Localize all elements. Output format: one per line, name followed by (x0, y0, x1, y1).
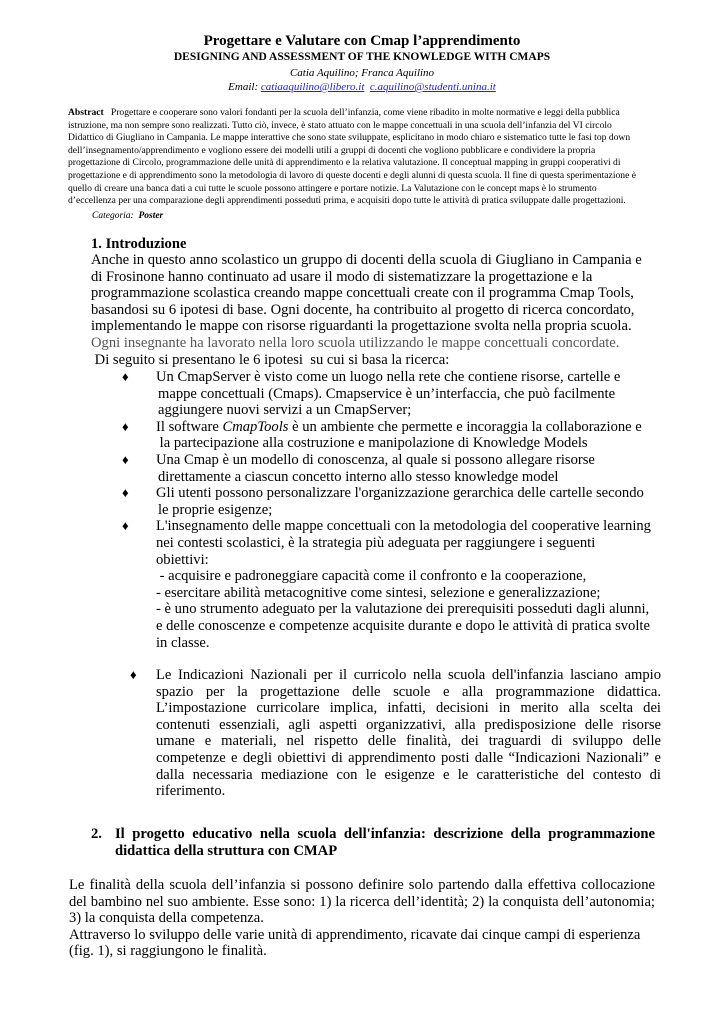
abstract-line: dell’insegnamento/apprendimento e vogliono essere dei modelli utili a gruppi di docenti che vogliono pubblicare e condividere la propria (68, 144, 596, 156)
list-spacer (91, 651, 661, 667)
diamond-bullet-icon: ♦ (122, 418, 129, 434)
paragraph-line: (fig. 1), si raggiungono le finalità. (69, 943, 267, 960)
diamond-bullet-icon: ♦ (130, 667, 137, 683)
paragraph-line: Anche in questo anno scolastico un gruppo di docenti della scuola di Giugliano in Campania e (91, 252, 642, 268)
category (92, 211, 163, 221)
paper-title: Progettare e Valutare con Cmap l’apprendimento (203, 33, 521, 49)
author-emails (0, 81, 724, 94)
paper-subtitle: DESIGNING AND ASSESSMENT OF THE KNOWLEDGE WITH CMAPS (173, 51, 551, 63)
category-value: Poster (138, 211, 164, 221)
email-link-2[interactable]: c.aquilino@studenti.unina.it (369, 81, 496, 93)
abstract-line: progettazione di Circolo, programmazione delle unità di apprendimento e la relativa valutazione. Il conceptual mapping in gruppi cooperativi di (68, 157, 621, 169)
hypotheses-list (91, 369, 661, 800)
diamond-bullet-icon: ♦ (122, 451, 129, 467)
paragraph-line: Di seguito si presentano le 6 ipotesi su cui si basa la ricerca: (91, 351, 450, 368)
list-item: ♦ L'insegnamento delle mappe concettuali con la metodologia del cooperative learning nei contesti scolastici, è la strategia più adeguata per raggiungere i seguenti obiettivi: - acquisire e padroneggiare capacità come il confronto e la cooperazione, - esercitare abilità metacognitive come sintesi, selezione e generalizzazione; - è uno strumento adeguato per la valutazione dei prerequisiti posseduti dagli alunni, e delle conoscenze e competenze acquisite durante e dopo le attività di pratica svolte in classe. (122, 518, 651, 651)
paragraph-line: Attraverso lo sviluppo delle varie unità di apprendimento, ricavate dai cinque campi di esperienza (69, 926, 641, 943)
list-item: ♦ Una Cmap è un modello di conoscenza, al quale si possono allegare risorse direttamente a ciascun concetto interno allo stesso knowledge model (122, 451, 595, 485)
abstract-label: Abstract (68, 107, 104, 118)
paper-authors: Catia Aquilino; Franca Aquilino (289, 67, 435, 79)
diamond-bullet-icon: ♦ (122, 369, 129, 384)
abstract-line: progettazione e di apprendimento sono la metodologia di lavoro di queste docenti e degli alunni di questa scuola. Il fine di questa sperimentazione è (68, 169, 636, 181)
diamond-bullet-icon: ♦ (122, 485, 129, 501)
section-2-heading-line: didattica della struttura con CMAP (115, 843, 338, 859)
abstract-line: quello di creare una banca dati a cui tutte le scuole possono attingere e portare notizie. La Valutazione con le concept maps è lo strumento (68, 182, 597, 194)
list-item: ♦ Un CmapServer è visto come un luogo nella rete che contiene risorse, cartelle e mappe concettuali (Cmaps). Cmapservice è un’interfaccia, che può facilmente aggiungere nuovi servizi a un CmapServer; (122, 369, 621, 419)
abstract (68, 107, 660, 208)
email-label: Email: (228, 81, 259, 93)
paragraph-line: di Frosinone hanno continuato ad usare il modo di sistematizzare la progettazione e la (91, 268, 593, 285)
abstract-line: istruzione, ma non sempre sono realizzati. Tutto ciò, invece, è stato attuato con le mappe concettuali in una scuola dell’infanzia del VI circolo (68, 119, 612, 131)
abstract-line: Didattico di Giugliano in Campania. Le mappe interattive che sono state sviluppate, esplicitano in modo chiaro e sistematico tutte le fasi top down (68, 132, 631, 144)
abstract-line: d’eccellenza per una comparazione degli apprendimenti posseduti prima, e acquisiti dopo tutte le attività di pratica sviluppate dalle progettazioni. (68, 195, 626, 207)
section-2-body (69, 877, 655, 960)
paragraph-line: del bambino nel suo ambiente. Esse sono: 1) la ricerca dell’identità; 2) la conquista dell’autonomia; (69, 893, 655, 910)
email-link-1[interactable]: catiaaquilino@libero.it (260, 81, 365, 93)
section-2-heading (91, 826, 655, 860)
list-item: ♦ Gli utenti possono personalizzare l'organizzazione gerarchica delle cartelle secondo le proprie esigenze; (122, 485, 644, 518)
paragraph-line: basandosi su 6 ipotesi di base. Ogni docente, ha contribuito al progetto di ricerca concordato, (91, 301, 635, 318)
diamond-bullet-icon: ♦ (122, 518, 129, 534)
paragraph-line: Ogni insegnante ha lavorato nella loro scuola utilizzando le mappe concettuali concordate. (91, 334, 620, 351)
paragraph-line: 3) la conquista della competenza. (69, 910, 264, 927)
section-1-intro (91, 252, 661, 368)
paragraph-line: implementando le mappe con risorse riguardanti la progettazione svolta nella propria scuola. (91, 318, 632, 335)
list-item: ♦ Le Indicazioni Nazionali per il curricolo nella scuola dell'infanzia lasciano ampio spazio per la progettazione delle scuole e alla programmazione didattica. L’impostazione curricolare implica, infatti, decisioni in merito alla scelta dei contenuti essenziali, agli aspetti organizzativi, alla predisposizione delle risorse umane e materiali, nel rispetto delle finalità, dei traguardi di sviluppo delle competenze e degli obiettivi di apprendimento posti dalle “Indicazioni Nazionali” e dalla necessaria mediazione con le esigenze e le caratteristiche del contesto di riferimento. (130, 667, 661, 800)
category-label: Categoria: (92, 211, 134, 221)
section-1-heading: 1. Introduzione (91, 236, 187, 252)
paragraph-line: programmazione scolastica creando mappe concettuali create con il programma Cmap Tools, (91, 285, 634, 302)
paragraph-line: Le finalità della scuola dell’infanzia si possono definire solo partendo dalla effettiva collocazione (69, 877, 655, 893)
section-2-heading-line: Il progetto educativo nella scuola dell'infanzia: descrizione della programmazione (115, 826, 655, 842)
list-item: ♦ Il software CmapTools è un ambiente che permette e incoraggia la collaborazione e la partecipazione alla costruzione e manipolazione di Knowledge Models (122, 418, 642, 452)
section-2-number: 2. (91, 826, 102, 842)
abstract-line: Abstract Progettare e cooperare sono valori fondanti per la scuola dell’infanzia, come viene ribadito in molte normative e leggi della pubblica (68, 107, 620, 118)
